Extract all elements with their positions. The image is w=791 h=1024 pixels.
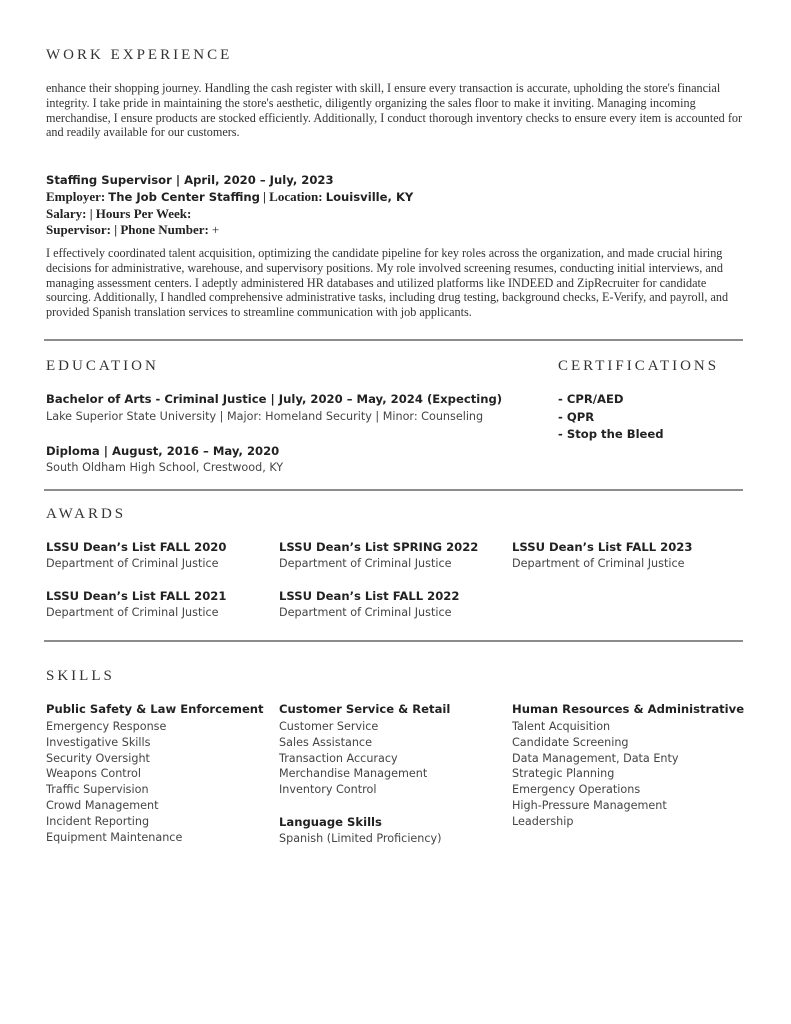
award-name: LSSU Dean’s List SPRING 2022 [279,540,479,554]
certifications-title: CERTIFICATIONS [558,358,720,374]
certification-item: - QPR [558,409,595,424]
skills-list-human-resources [512,719,679,830]
skill-item: Equipment Maintenance [46,830,183,844]
location-value: Louisville, KY [325,190,414,204]
skills-title: SKILLS [46,668,115,684]
skill-item: High-Pressure Management [512,798,667,812]
salary-line: Salary: | Hours Per Week: [46,206,192,221]
award-dept: Department of Criminal Justice [46,606,219,619]
skill-item: Talent Acquisition [512,720,611,733]
skill-item: Crowd Management [46,798,159,812]
skill-item: Sales Assistance [279,735,372,749]
education-title: EDUCATION [46,358,159,374]
award-dept: Department of Criminal Justice [512,557,685,570]
award-dept: Department of Criminal Justice [279,606,452,619]
education-diploma-heading: Diploma | August, 2016 – May, 2020 [46,444,280,458]
certifications-list [558,391,664,444]
award-name: LSSU Dean’s List FALL 2022 [279,589,460,603]
job-description: I effectively coordinated talent acquisition, optimizing the candidate pipeline for key roles across the organization, and made crucial hiring decisions for administrative, warehouse, and supervisory positions. My role involved screening resumes, conducting initial interviews, and managing assessment centers. I adeptly administered HR databases and utilized platforms like INDEED and ZipRecruiter for candidate sourcing. Additionally, I handled comprehensive administrative tasks, including drug testing, background checks, E-Verify, and payroll, and provided Spanish translation services to streamline communication with job applicants. [46,246,729,320]
skill-item: Emergency Response [46,720,167,733]
skill-item: Security Oversight [46,751,150,765]
skills-list-public-safety [46,719,182,845]
award-dept: Department of Criminal Justice [279,557,452,570]
skill-item: Emergency Operations [512,783,641,797]
skill-item: Data Management, Data Enty [512,751,679,765]
supervisor-label: Supervisor: | Phone Number: [46,222,209,237]
job-title-line: Staffing Supervisor | April, 2020 – July, 2023 [46,173,334,187]
skill-item: Inventory Control [279,783,377,797]
education-degree-detail: Lake Superior State University | Major: Homeland Security | Minor: Counseling [46,410,484,423]
supervisor-line [46,222,219,238]
employer-label: Employer: [46,189,106,204]
employer-value: The Job Center Staffing [108,190,260,204]
awards-title: AWARDS [46,506,127,522]
award-name: LSSU Dean’s List FALL 2020 [46,540,227,554]
education-diploma-detail: South Oldham High School, Crestwood, KY [46,461,284,474]
language-skills-heading: Language Skills [279,815,382,829]
award-name: LSSU Dean’s List FALL 2021 [46,589,227,603]
skill-item: Incident Reporting [46,814,150,828]
award-dept: Department of Criminal Justice [46,557,219,570]
skill-item: Candidate Screening [512,735,629,749]
phone-value: + [211,222,220,237]
skills-column-heading: Human Resources & Administrative [512,702,745,716]
award-name: LSSU Dean’s List FALL 2023 [512,540,693,554]
skill-item: Spanish (Limited Proficiency) [279,832,442,845]
section-divider [44,339,743,341]
skill-item: Investigative Skills [46,735,151,749]
education-degree-heading: Bachelor of Arts - Criminal Justice | July, 2020 – May, 2024 (Expecting) [46,392,503,406]
skill-item: Weapons Control [46,767,142,781]
location-label: | Location: [263,189,323,204]
skill-item: Traffic Supervision [46,783,149,797]
skill-item: Leadership [512,814,574,828]
certification-item: - CPR/AED [558,392,624,406]
skill-item: Merchandise Management [279,767,428,781]
employer-line [46,189,413,205]
skill-item: Strategic Planning [512,767,615,781]
previous-job-description: enhance their shopping journey. Handling the cash register with skill, I ensure every transaction is accurate, upholding the store's financial integrity. I take pride in maintaining the store's aesthetic, diligently organizing the sales floor to make it inviting. Managing incoming merchandise, I ensure products are stocked efficiently. Additionally, I conduct thorough inventory checks to ensure every item is accounted for and readily available for our customers. [46,81,743,140]
work-experience-title: WORK EXPERIENCE [46,47,233,63]
skills-list-customer-service [279,719,427,798]
section-divider [44,489,743,491]
skill-item: Customer Service [279,720,379,733]
section-divider [44,640,743,642]
skills-column-heading: Public Safety & Law Enforcement [46,702,264,716]
skills-column-heading: Customer Service & Retail [279,702,451,716]
skills-list-language [279,831,442,847]
certification-item: - Stop the Bleed [558,427,664,441]
skill-item: Transaction Accuracy [279,751,398,765]
